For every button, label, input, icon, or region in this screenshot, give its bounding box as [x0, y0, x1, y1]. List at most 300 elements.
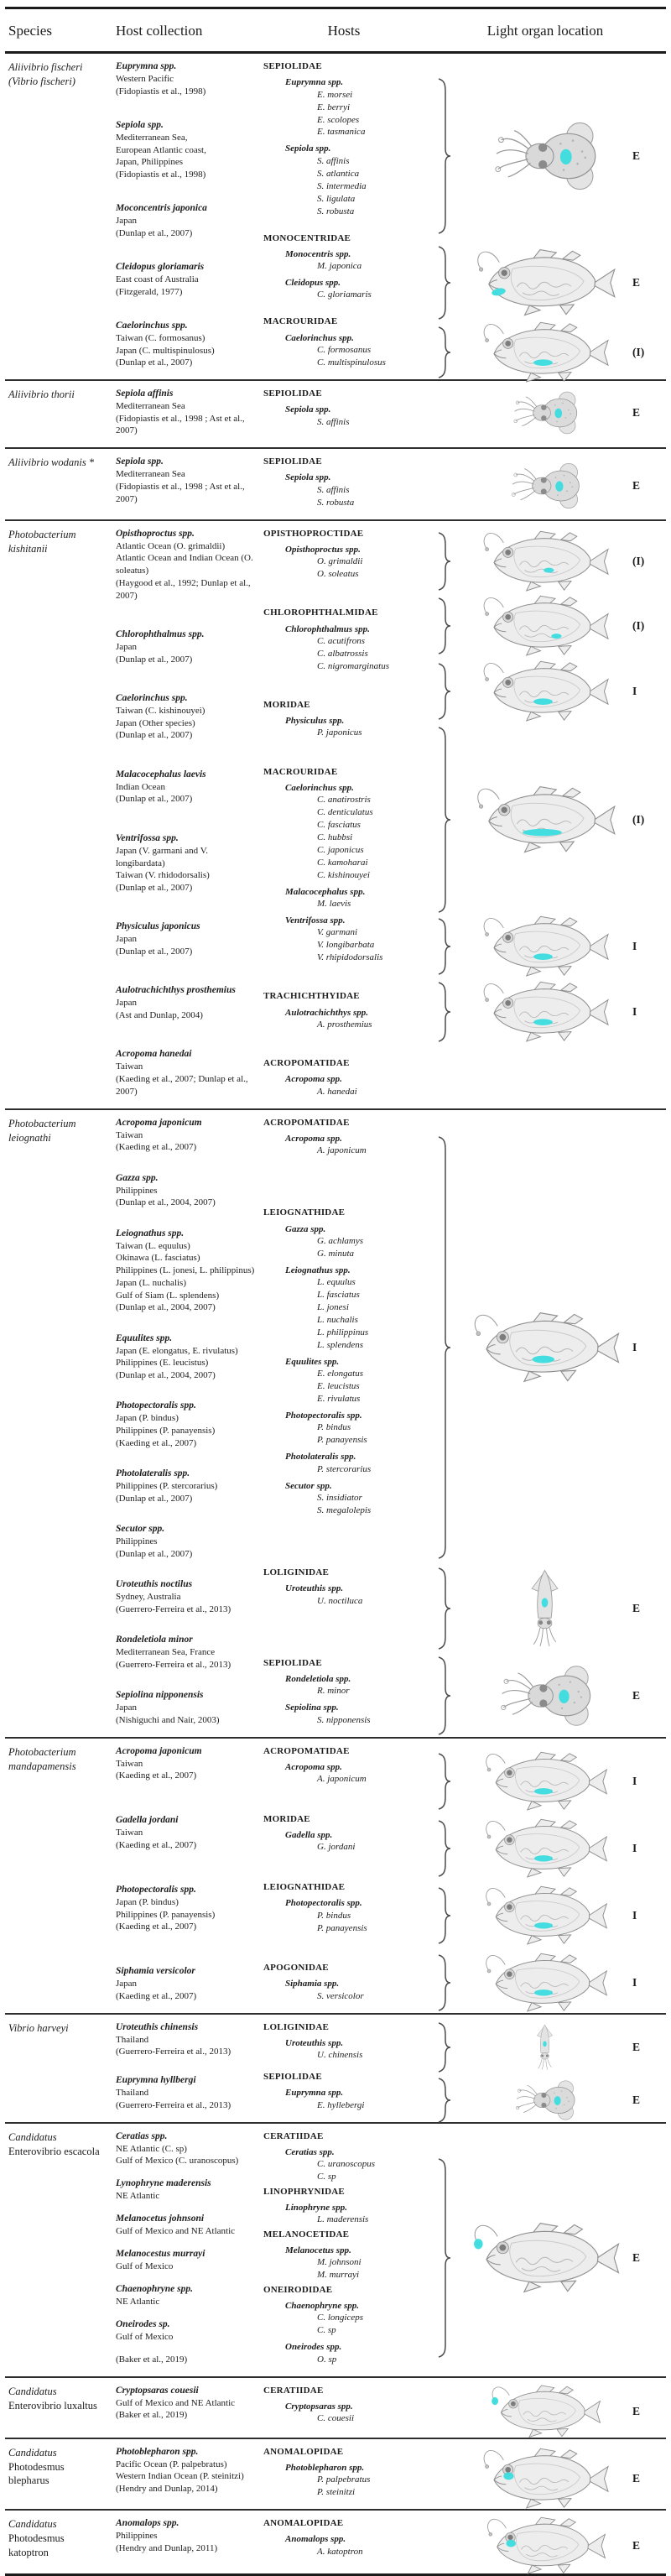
species-name-line: Photobacterium — [8, 1745, 76, 1758]
host-collection-entry — [116, 1814, 258, 1851]
host-collection-column — [116, 2383, 263, 2433]
host-species-name: C. couesii — [317, 2413, 354, 2424]
host-genus-group — [263, 915, 424, 964]
host-collection-line: Philippines (L. jonesi, L. philippinus) — [116, 1265, 255, 1276]
host-collection-line: Japan — [116, 216, 138, 227]
host-collection-line: (Guerrero-Ferreira et al., 2013) — [116, 1659, 231, 1670]
host-genus-group — [263, 2146, 424, 2183]
host-species-name: A. katoptron — [317, 2546, 363, 2557]
fish-illustration — [480, 1817, 610, 1880]
host-collection-line: Taiwan (C. formosanus) — [116, 332, 205, 343]
host-collection-entry — [116, 202, 258, 239]
host-species-name: C. kishinouyei — [317, 869, 370, 880]
host-symbiont-table — [5, 7, 666, 2576]
light-organ-mark — [492, 2396, 498, 2404]
host-species-name: E. morsei — [317, 89, 353, 100]
host-genus-group — [263, 2401, 424, 2425]
host-family-group — [263, 1881, 424, 1935]
light-organ-figure — [434, 1819, 663, 1878]
light-organ-mark — [533, 698, 553, 705]
light-organ-mark — [532, 1355, 554, 1363]
host-collection-line: Japan (P. bindus) — [116, 1413, 179, 1424]
host-species-name: P. bindus — [317, 1910, 351, 1921]
host-species-name: C. japonicus — [317, 844, 364, 855]
host-family-group — [263, 2021, 424, 2062]
species-name — [5, 454, 116, 514]
host-genus-name: Ceratias spp. — [285, 2146, 335, 2157]
host-genus-name: Acropoma spp. — [285, 1133, 342, 1144]
organ-location-label: E — [632, 2093, 641, 2106]
species-name — [5, 2383, 116, 2433]
brace-slot — [434, 1656, 456, 1736]
species-name — [5, 2020, 116, 2117]
host-species-name: O. sp — [317, 2354, 337, 2365]
host-collection-line: (Dunlap et al., 2007) — [116, 882, 193, 893]
species-row — [5, 1110, 666, 1739]
host-family-group — [263, 990, 424, 1031]
host-collection-entry — [116, 692, 258, 742]
host-species-name: S. insidiator — [317, 1492, 362, 1503]
host-genus-name: Sepiola spp. — [285, 404, 331, 415]
host-collection-entry — [116, 1048, 258, 1098]
brace-icon — [434, 1953, 453, 2012]
host-collection-entry — [116, 769, 258, 806]
host-collection-line: Gulf of Siam (L. splendens) — [116, 1290, 220, 1301]
host-species-name: P. palpebratus — [317, 2474, 371, 2485]
host-family-name: MACROURIDAE — [263, 766, 338, 777]
fish-illustration — [477, 2447, 611, 2511]
light-organ-figure — [434, 981, 663, 1043]
brace-slot — [434, 662, 456, 721]
species-name-line: leiognathi — [8, 1131, 51, 1144]
fish-illustration — [477, 594, 611, 658]
host-family-name: LOLIGINIDAE — [263, 1567, 329, 1578]
host-family-group — [263, 1117, 424, 1158]
host-species-name: V. longibarbata — [317, 940, 375, 951]
host-collection-line: (Haygood et al., 1992; Dunlap et al., 2007) — [116, 577, 251, 601]
light-organ-mark — [544, 567, 554, 572]
host-species-name: A. japonicum — [317, 1774, 367, 1785]
bobtail-squid-illustration — [511, 2078, 579, 2123]
host-collection-line: Gulf of Mexico (C. uranoscopus) — [116, 2156, 239, 2167]
host-genus-group — [263, 1133, 424, 1157]
bobtail-squid-illustration — [493, 1661, 596, 1730]
hosts-column — [263, 1744, 424, 2008]
fish-illustration — [477, 980, 611, 1044]
light-organ-figure — [434, 326, 663, 379]
host-collection-line: Japan (Other species) — [116, 717, 195, 728]
host-collection-line: (Ast and Dunlap, 2004) — [116, 1010, 203, 1021]
host-collection-entry — [116, 2213, 258, 2238]
host-family-name: MELANOCETIDAE — [263, 2229, 350, 2240]
host-genus-group — [263, 332, 424, 369]
host-collection-line: Japan, Philippines — [116, 157, 184, 168]
host-species-name: L. nuchalis — [317, 1315, 358, 1326]
organ-illustration-slot — [456, 388, 632, 437]
host-species-name: E. tasmanica — [317, 127, 366, 138]
light-organ-figure — [434, 1752, 663, 1811]
host-genus-name: Melanocetus spp. — [285, 2245, 351, 2256]
host-collection-column — [116, 386, 263, 442]
light-organ-mark — [533, 1855, 552, 1861]
light-organ-mark — [541, 1598, 548, 1607]
brace-slot — [434, 326, 456, 379]
brace-icon — [434, 2021, 453, 2073]
host-collection-line: (Hendry and Dunlap, 2011) — [116, 2542, 218, 2553]
fish-illustration — [471, 785, 618, 855]
host-collection-name: Cryptopsaras couesii — [116, 2385, 199, 2396]
host-collection-line: (Nishiguchi and Nair, 2003) — [116, 1714, 220, 1725]
host-collection-line: (Fidopiastis et al., 1998) — [116, 86, 206, 96]
host-collection-line: (Kaeding et al., 2007) — [116, 1990, 197, 2001]
host-species-name: P. stercorarius — [317, 1463, 372, 1474]
host-collection-entry — [116, 2021, 258, 2058]
species-row — [5, 381, 666, 449]
species-name-line: Aliivibrio wodanis * — [8, 456, 95, 469]
host-collection-line: (Dunlap et al., 2007) — [116, 654, 193, 665]
host-collection-entry — [116, 1745, 258, 1782]
brace-icon — [434, 2157, 453, 2359]
host-collection-line: Gulf of Mexico and NE Atlantic — [116, 2226, 236, 2237]
host-collection-line: (Baker et al., 2019) — [116, 2354, 188, 2365]
host-family-group — [263, 699, 424, 740]
light-organ-column — [424, 2129, 666, 2371]
host-collection-line: NE Atlantic — [116, 2191, 160, 2202]
light-organ-column — [424, 1744, 666, 2008]
host-collection-name: Melanocestus murrayi — [116, 2249, 205, 2260]
host-species-name: C. denticulatus — [317, 807, 373, 818]
light-organ-figure — [434, 77, 663, 235]
host-collection-name: Ceratias spp. — [116, 2130, 168, 2141]
light-organ-mark — [554, 2096, 560, 2105]
host-species-name: O. grimaldii — [317, 556, 363, 567]
hosts-column — [263, 454, 424, 514]
organ-location-label: I — [632, 1340, 637, 1353]
host-collection-line: Japan — [116, 1979, 138, 1989]
host-collection-entry — [116, 1523, 258, 1560]
species-name — [5, 2444, 116, 2505]
host-genus-name: Sepiola spp. — [285, 143, 331, 154]
host-collection-entry — [116, 119, 258, 181]
light-organ-mark — [533, 953, 553, 960]
host-genus-group — [263, 472, 424, 508]
col-header-hosts: Hosts — [327, 23, 361, 39]
host-genus-group — [263, 623, 424, 673]
host-collection-column — [116, 526, 263, 1103]
species-row — [5, 2124, 666, 2378]
host-collection-name: Euprymna hyllbergi — [116, 2075, 196, 2086]
host-species-name: L. jonesi — [317, 1302, 349, 1313]
light-organ-mark — [533, 1989, 552, 1995]
organ-illustration-slot — [456, 460, 632, 512]
host-collection-entry — [116, 2177, 258, 2203]
organ-illustration-slot — [456, 2023, 632, 2072]
host-genus-group — [263, 248, 424, 273]
host-family-name: CHLOROPHTHALMIDAE — [263, 607, 378, 618]
organ-location-label: (I) — [632, 346, 645, 358]
species-name — [5, 2129, 116, 2371]
light-organ-mark — [559, 1689, 569, 1703]
host-collection-line: Japan (C. multispinulosus) — [116, 345, 215, 356]
light-organ-column — [424, 2020, 666, 2117]
light-organ-figure — [434, 388, 663, 438]
host-species-name: E. leucistus — [317, 1381, 360, 1392]
species-row — [5, 2511, 666, 2573]
host-genus-group — [263, 886, 424, 910]
organ-illustration-slot — [456, 915, 632, 978]
host-genus-group — [263, 1007, 424, 1031]
light-organ-figure — [434, 2021, 663, 2073]
host-genus-group — [263, 1480, 424, 1517]
organ-illustration-slot — [456, 321, 632, 384]
host-collection-entry — [116, 2385, 258, 2422]
light-organ-figure — [434, 917, 663, 976]
host-family-group — [263, 232, 424, 302]
host-collection-name: Sepiola spp. — [116, 456, 164, 467]
host-genus-name: Photolateralis spp. — [285, 1452, 356, 1463]
species-row — [5, 2378, 666, 2439]
brace-icon — [434, 1656, 453, 1736]
organ-location-label: I — [632, 1004, 637, 1018]
organ-illustration-slot — [456, 1750, 632, 1812]
host-family-name: APOGONIDAE — [263, 1963, 329, 1974]
species-name-line: kishitanii — [8, 542, 48, 555]
host-species-name: L. equulus — [317, 1277, 356, 1288]
host-genus-name: Gadella spp. — [285, 1830, 333, 1841]
brace-icon — [434, 77, 453, 235]
host-collection-entry — [116, 1228, 258, 1314]
host-collection-entry — [116, 60, 258, 97]
host-collection-line: (Baker et al., 2019) — [116, 2410, 188, 2421]
light-organ-figure — [434, 1953, 663, 2012]
host-family-group — [263, 2446, 424, 2500]
host-species-name: C. longiceps — [317, 2313, 363, 2323]
host-genus-name: Cleidopus spp. — [285, 278, 341, 289]
organ-illustration-slot — [456, 980, 632, 1044]
host-family-group — [263, 388, 424, 429]
hosts-column — [263, 1115, 424, 1732]
hosts-column — [263, 526, 424, 1103]
host-collection-name: Acropoma hanedai — [116, 1049, 192, 1060]
host-species-name: S. affinis — [317, 484, 350, 495]
light-organ-column — [424, 2516, 666, 2568]
host-collection-line: (Fidopiastis et al., 1998 ; Ast et al., 2007) — [116, 413, 245, 436]
brace-icon — [434, 1819, 453, 1878]
host-genus-name: Photopectoralis spp. — [285, 1411, 362, 1421]
host-genus-group — [263, 1265, 424, 1352]
host-species-name: L. splendens — [317, 1340, 363, 1350]
host-family-group — [263, 766, 424, 965]
host-species-name: S. affinis — [317, 155, 350, 166]
host-family-name: ONEIRODIDAE — [263, 2284, 333, 2295]
host-collection-line: Philippines (P. stercorarius) — [116, 1481, 218, 1492]
host-collection-line: (Dunlap et al., 2007) — [116, 1493, 193, 1504]
host-family-group — [263, 1745, 424, 1786]
host-family-group — [263, 2517, 424, 2558]
host-species-name: R. minor — [317, 1686, 350, 1697]
host-family-group — [263, 60, 424, 217]
host-collection-column — [116, 59, 263, 374]
host-collection-line: (Dunlap et al., 2007) — [116, 1548, 193, 1559]
host-collection-line: Taiwan (C. kishinouyei) — [116, 705, 205, 716]
host-family-name: LEIOGNATHIDAE — [263, 1881, 346, 1892]
host-family-name: MACROURIDAE — [263, 316, 338, 327]
host-collection-line: Taiwan — [116, 1828, 143, 1838]
host-collection-name: Physiculus japonicus — [116, 921, 200, 932]
host-genus-name: Ventrifossa spp. — [285, 915, 346, 926]
host-species-name: E. hyllebergi — [317, 2099, 365, 2110]
host-family-group — [263, 2284, 424, 2366]
host-collection-line: (Dunlap et al., 2007) — [116, 227, 193, 238]
host-collection-line: Philippines (P. panayensis) — [116, 1909, 216, 1920]
host-family-group — [263, 2385, 424, 2426]
host-collection-name: Moconcentris japonica — [116, 203, 207, 214]
organ-illustration-slot — [456, 2221, 632, 2295]
host-family-group — [263, 456, 424, 509]
host-collection-line: (Dunlap et al., 2007) — [116, 730, 193, 741]
host-family-group — [263, 2229, 424, 2282]
host-species-name: S. intermedia — [317, 180, 367, 191]
host-collection-entry — [116, 1400, 258, 1449]
organ-illustration-slot — [456, 2516, 632, 2576]
organ-location-label: E — [632, 2040, 641, 2053]
light-organ-mark — [543, 2041, 547, 2047]
loliginid-squid-illustration — [524, 1567, 565, 1650]
host-collection-entry — [116, 1468, 258, 1504]
organ-illustration-slot — [456, 1567, 632, 1650]
brace-icon — [434, 662, 453, 721]
organ-illustration-slot — [456, 1311, 632, 1384]
brace-slot — [434, 981, 456, 1043]
host-collection-line: (Kaeding et al., 2007; Dunlap et al., 2007) — [116, 1074, 248, 1097]
species-name-line: Candidatus — [8, 2518, 57, 2531]
hosts-column — [263, 386, 424, 442]
host-genus-name: Sepiola spp. — [285, 472, 331, 483]
host-collection-name: Acropoma japonicum — [116, 1117, 202, 1128]
host-family-name: SEPIOLIDAE — [263, 61, 322, 71]
brace-slot — [434, 1819, 456, 1878]
light-organ-mark — [533, 1922, 552, 1928]
organ-illustration-slot — [456, 2078, 632, 2123]
host-collection-line: Okinawa (L. fasciatus) — [116, 1253, 200, 1264]
host-family-name: MORIDAE — [263, 1813, 310, 1824]
host-collection-name: Sepiola spp. — [116, 119, 164, 130]
host-species-name: C. kamoharai — [317, 857, 368, 868]
host-species-name: P. steinitzi — [317, 2487, 356, 2498]
host-genus-group — [263, 1410, 424, 1447]
host-genus-group — [263, 2462, 424, 2499]
fish-illustration — [481, 2516, 608, 2576]
host-species-name: E. berryi — [317, 102, 351, 112]
host-genus-group — [263, 1978, 424, 2002]
host-collection-line: (Guerrero-Ferreira et al., 2013) — [116, 1603, 231, 1614]
host-collection-entry — [116, 1332, 258, 1382]
organ-location-label: E — [632, 1688, 641, 1702]
organ-location-label: E — [632, 2471, 641, 2485]
light-organ-figure — [434, 662, 663, 721]
organ-illustration-slot — [456, 529, 632, 593]
organ-location-label: (I) — [632, 618, 645, 632]
host-genus-group — [263, 1451, 424, 1475]
host-family-name: SEPIOLIDAE — [263, 456, 322, 467]
host-collection-entry — [116, 2130, 258, 2167]
host-collection-entry — [116, 261, 258, 298]
organ-location-label: (I) — [632, 812, 645, 826]
host-collection-line: Taiwan — [116, 1758, 143, 1769]
host-family-name: CERATIIDAE — [263, 2130, 324, 2141]
host-collection-column — [116, 1744, 263, 2008]
organ-location-label: I — [632, 1774, 637, 1787]
host-collection-name: Euprymna spp. — [116, 61, 177, 71]
host-genus-group — [263, 2533, 424, 2558]
host-family-group — [263, 2071, 424, 2112]
host-species-name: L. maderensis — [317, 2214, 369, 2225]
organ-location-label: E — [632, 2404, 641, 2417]
host-genus-group — [263, 2300, 424, 2337]
host-genus-group — [263, 1702, 424, 1726]
host-species-name: S. ligulata — [317, 193, 356, 204]
species-name-line: blepharus — [8, 2474, 49, 2487]
host-family-name: MORIDAE — [263, 699, 310, 710]
host-species-name: M. laevis — [317, 899, 351, 910]
host-collection-line: Pacific Ocean (P. palpebratus) — [116, 2459, 227, 2469]
host-collection-entry — [116, 528, 258, 602]
host-collection-line: (Guerrero-Ferreira et al., 2013) — [116, 2099, 231, 2110]
host-collection-name: Photopectoralis spp. — [116, 1884, 196, 1895]
host-genus-group — [263, 404, 424, 428]
light-organ-column — [424, 1115, 666, 1732]
host-collection-line: European Atlantic coast, — [116, 144, 206, 155]
host-family-group — [263, 1567, 424, 1608]
host-family-group — [263, 1207, 424, 1516]
host-genus-name: Leiognathus spp. — [285, 1265, 351, 1275]
organ-illustration-slot — [456, 2447, 632, 2511]
host-species-name: A. hanedai — [317, 1086, 357, 1097]
host-collection-name: Cleidopus gloriamaris — [116, 262, 205, 272]
host-collection-entry — [116, 1117, 258, 1154]
host-family-name: LOLIGINIDAE — [263, 2021, 329, 2032]
light-organ-mark — [533, 1788, 552, 1794]
host-species-name: M. murrayi — [317, 2270, 360, 2281]
host-species-name: P. panayensis — [317, 1922, 367, 1933]
host-species-name: C. formosanus — [317, 345, 372, 356]
host-collection-column — [116, 1115, 263, 1732]
light-organ-mark — [551, 634, 561, 639]
light-organ-mark — [533, 359, 553, 366]
host-collection-name: Uroteuthis chinensis — [116, 2021, 199, 2032]
host-collection-name: Aulotrachichthys prosthemius — [116, 985, 236, 996]
light-organ-figure — [434, 245, 663, 321]
organ-location-label: I — [632, 939, 637, 952]
host-collection-name: Caelorinchus spp. — [116, 320, 188, 331]
species-name-line: Aliivibrio fischeri — [8, 61, 83, 73]
species-name-line: mandapamensis — [8, 1760, 76, 1772]
light-organ-figure — [434, 1656, 663, 1736]
host-collection-line: Philippines — [116, 1536, 158, 1547]
organ-location-label: E — [632, 479, 641, 493]
organ-location-label: (I) — [632, 554, 645, 567]
host-family-name: ANOMALOPIDAE — [263, 2518, 344, 2529]
host-collection-line: Mediterranean Sea, — [116, 132, 188, 143]
host-collection-line: Japan — [116, 1703, 138, 1713]
species-name-line: katoptron — [8, 2546, 49, 2558]
host-collection-column — [116, 2516, 263, 2568]
fish-illustration — [467, 2221, 622, 2295]
host-collection-line: (Kaeding et al., 2007) — [116, 1770, 197, 1781]
species-row — [5, 54, 666, 381]
host-genus-name: Oneirodes spp. — [285, 2342, 342, 2353]
host-species-name: O. soleatus — [317, 569, 359, 580]
